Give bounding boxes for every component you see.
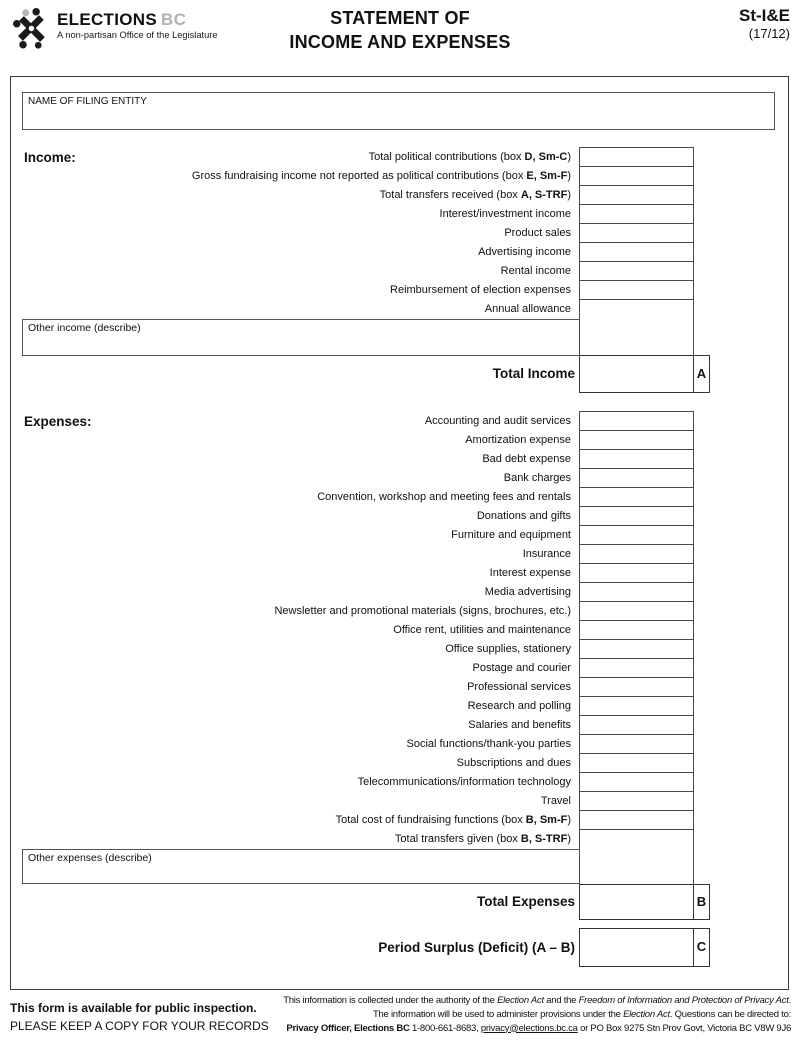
income-labels — [22, 148, 576, 319]
expenses-labels — [22, 412, 576, 849]
income-amount-field[interactable] — [580, 300, 693, 319]
expense-row-label: Media advertising — [484, 586, 571, 598]
income-amount-field[interactable] — [580, 167, 693, 186]
other-expenses-field[interactable] — [22, 849, 580, 884]
page-title-line2: INCOME AND EXPENSES — [289, 32, 511, 52]
expense-row-label: Bank charges — [503, 472, 571, 484]
expense-row-label: Convention, workshop and meeting fees and rentals — [317, 491, 571, 503]
income-amount-column — [579, 147, 694, 320]
expense-amount-field[interactable] — [580, 640, 693, 659]
expense-row-label: Accounting and audit services — [424, 415, 571, 427]
expense-amount-field[interactable] — [580, 621, 693, 640]
expenses-section-label: Expenses: — [24, 414, 92, 429]
total-income-ref-box: A — [693, 355, 710, 393]
expense-row-label: Interest expense — [489, 567, 571, 579]
total-expenses-label: Total Expenses — [476, 894, 575, 909]
income-row-label: Annual allowance — [484, 303, 571, 315]
privacy-notice-line1: This information is collected under the authority of the Election Act and the Freedom of Information and Protection of Privacy Act. — [283, 995, 791, 1006]
footer-left — [10, 1001, 269, 1033]
expense-amount-field[interactable] — [580, 735, 693, 754]
expense-amount-field[interactable] — [580, 412, 693, 431]
expense-amount-field[interactable] — [580, 754, 693, 773]
other-expenses-amount-field[interactable] — [579, 849, 694, 885]
expense-amount-field[interactable] — [580, 488, 693, 507]
expense-row-label: Travel — [540, 795, 571, 807]
filing-entity-label: NAME OF FILING ENTITY — [28, 96, 147, 107]
keep-copy-note: PLEASE KEEP A COPY FOR YOUR RECORDS — [10, 1019, 269, 1033]
income-row-label: Interest/investment income — [439, 208, 571, 220]
income-amount-field[interactable] — [580, 148, 693, 167]
total-expenses-field[interactable] — [579, 884, 695, 920]
expense-row-label: Professional services — [467, 681, 571, 693]
expense-amount-field[interactable] — [580, 792, 693, 811]
filing-entity-field[interactable] — [22, 92, 775, 130]
income-amount-field[interactable] — [580, 262, 693, 281]
expense-amount-field[interactable] — [580, 697, 693, 716]
income-row-label: Reimbursement of election expenses — [390, 284, 571, 296]
income-amount-field[interactable] — [580, 205, 693, 224]
other-income-label: Other income (describe) — [28, 322, 141, 334]
expense-amount-field[interactable] — [580, 431, 693, 450]
income-amount-field[interactable] — [580, 243, 693, 262]
expense-row-label: Office supplies, stationery — [445, 643, 571, 655]
expense-amount-field[interactable] — [580, 507, 693, 526]
privacy-notice-line2: The information will be used to administer provisions under the Election Act. Questions can be directed to: — [372, 1008, 791, 1020]
expense-row-label: Salaries and benefits — [468, 719, 571, 731]
privacy-notice-line3: Privacy Officer, Elections BC 1-800-661-8683, privacy@elections.bc.ca or PO Box 9275 Stn Prov Govt, Victoria BC V8W 9J6 — [286, 1022, 791, 1034]
expense-row-label: Amortization expense — [465, 434, 571, 446]
expense-amount-field[interactable] — [580, 811, 693, 830]
expense-row-label: Telecommunications/information technology — [357, 776, 571, 788]
total-income-field[interactable] — [579, 355, 695, 393]
elections-bc-tagline: A non-partisan Office of the Legislature — [57, 30, 218, 40]
expense-row-label: Total transfers given (box B, S-TRF) — [394, 833, 571, 845]
form-code-block — [739, 6, 790, 42]
period-surplus-ref-box: C — [693, 928, 710, 967]
expense-row-label: Bad debt expense — [482, 453, 571, 465]
expense-amount-field[interactable] — [580, 469, 693, 488]
expense-amount-field[interactable] — [580, 773, 693, 792]
income-row-label: Total political contributions (box D, Sm-C) — [368, 151, 571, 163]
public-inspection-note: This form is available for public inspection. — [10, 1001, 257, 1015]
expenses-amount-column — [579, 411, 694, 850]
expense-row-label: Subscriptions and dues — [456, 757, 571, 769]
page-title-line1: STATEMENT OF — [330, 8, 470, 28]
income-row-label: Advertising income — [478, 246, 571, 258]
expense-amount-field[interactable] — [580, 678, 693, 697]
expense-row-label: Total cost of fundraising functions (box B, Sm-F) — [335, 814, 571, 826]
total-expenses-ref-box: B — [693, 884, 710, 920]
period-surplus-label: Period Surplus (Deficit) (A – B) — [378, 940, 575, 955]
privacy-notice — [283, 994, 791, 1035]
expense-row-label: Donations and gifts — [476, 510, 571, 522]
expense-row-label: Office rent, utilities and maintenance — [393, 624, 571, 636]
income-amount-field[interactable] — [580, 281, 693, 300]
other-income-field[interactable] — [22, 319, 580, 356]
expense-row-label: Insurance — [522, 548, 571, 560]
income-row-label: Product sales — [504, 227, 571, 239]
expense-amount-field[interactable] — [580, 564, 693, 583]
form-code: St-I&E — [739, 6, 790, 25]
expense-amount-field[interactable] — [580, 583, 693, 602]
expense-amount-field[interactable] — [580, 659, 693, 678]
total-income-label: Total Income — [492, 366, 575, 381]
expense-row-label: Research and polling — [467, 700, 571, 712]
expense-row-label: Furniture and equipment — [451, 529, 571, 541]
expense-row-label: Postage and courier — [472, 662, 571, 674]
page-title — [0, 6, 800, 54]
expense-amount-field[interactable] — [580, 602, 693, 621]
other-income-amount-field[interactable] — [579, 319, 694, 356]
expense-row-label: Social functions/thank-you parties — [406, 738, 571, 750]
income-section-label: Income: — [24, 150, 76, 165]
expense-amount-field[interactable] — [580, 450, 693, 469]
income-amount-field[interactable] — [580, 186, 693, 205]
income-amount-field[interactable] — [580, 224, 693, 243]
income-row-label: Rental income — [500, 265, 571, 277]
income-row-label: Gross fundraising income not reported as political contributions (box E, Sm-F) — [191, 170, 571, 182]
expense-amount-field[interactable] — [580, 526, 693, 545]
elections-bc-wordmark: ELECTIONS BC — [57, 10, 187, 29]
period-surplus-field[interactable] — [579, 928, 695, 967]
expense-row-label: Newsletter and promotional materials (signs, brochures, etc.) — [274, 605, 571, 617]
income-row-label: Total transfers received (box A, S-TRF) — [379, 189, 571, 201]
other-expenses-label: Other expenses (describe) — [28, 852, 152, 864]
expense-amount-field[interactable] — [580, 716, 693, 735]
expense-amount-field[interactable] — [580, 545, 693, 564]
form-version: (17/12) — [748, 26, 790, 41]
expense-amount-field[interactable] — [580, 830, 693, 849]
